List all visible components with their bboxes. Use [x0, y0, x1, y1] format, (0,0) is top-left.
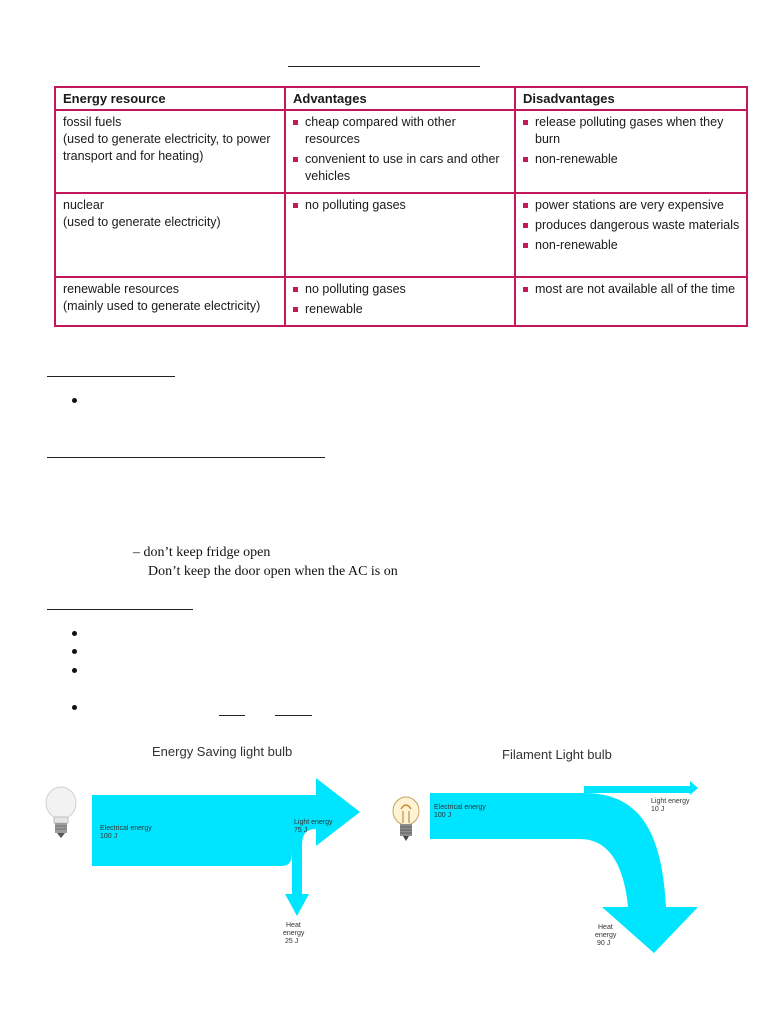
bullet-point: [72, 705, 77, 710]
advantage-item: no polluting gases: [293, 281, 508, 298]
filament-bulb-icon: [393, 797, 419, 841]
disadvantage-item: release polluting gases when they burn: [523, 114, 740, 148]
resource-description: (used to generate electricity): [63, 215, 221, 229]
bullet-point: [72, 398, 77, 403]
bullet-point: [72, 668, 77, 673]
advantage-item: no polluting gases: [293, 197, 508, 214]
header-energy-resource: Energy resource: [55, 87, 285, 110]
disadvantages-cell: [515, 110, 747, 193]
advantages-cell: [285, 193, 515, 277]
saving-bulb-title: Energy Saving light bulb: [152, 744, 293, 759]
bullet-point: [72, 631, 77, 636]
saving-light-label: Light energy: [294, 819, 333, 826]
energy-resources-table: [54, 86, 748, 327]
filament-input-value: 100 J: [434, 812, 452, 819]
fill-blank-line: [275, 715, 312, 716]
filament-light-value: 10 J: [651, 806, 665, 813]
note-line: – don’t keep fridge open: [133, 545, 271, 560]
resource-description: (mainly used to generate electricity): [63, 299, 261, 313]
filament-heat-label: energy: [595, 932, 617, 939]
table-row: [55, 110, 747, 193]
header-advantages: Advantages: [285, 87, 515, 110]
heading-blank-line: [288, 66, 480, 67]
resource-name: renewable resources: [63, 282, 180, 296]
disadvantage-item: non-renewable: [523, 151, 740, 168]
saving-heat-arrow-head: [285, 894, 309, 916]
led-bulb-icon: [46, 787, 76, 838]
disadvantages-cell: [515, 277, 747, 326]
resource-name: nuclear: [63, 198, 104, 212]
header-disadvantages: Disadvantages: [515, 87, 747, 110]
filament-heat-value: 90 J: [597, 940, 611, 947]
note-line: Don’t keep the door open when the AC is on: [148, 564, 398, 579]
table-header-row: [55, 87, 747, 110]
resource-cell: [55, 110, 285, 193]
saving-input-value: 100 J: [100, 833, 118, 840]
disadvantage-item: non-renewable: [523, 237, 740, 254]
disadvantages-cell: [515, 193, 747, 277]
section-heading-line: [47, 457, 325, 458]
section-heading-line: [47, 376, 175, 377]
saving-heat-value: 25 J: [285, 938, 299, 945]
resource-description: (used to generate electricity, to power transport and for heating): [63, 132, 271, 163]
filament-light-label: Light energy: [651, 798, 690, 805]
section-heading-line: [47, 609, 193, 610]
filament-heat-label: Heat: [598, 924, 613, 931]
saving-heat-label: Heat: [286, 922, 301, 929]
filament-input-label: Electrical energy: [434, 804, 486, 811]
advantage-item: cheap compared with other resources: [293, 114, 508, 148]
resource-name: fossil fuels: [63, 115, 122, 129]
bullet-point: [72, 649, 77, 654]
saving-input-label: Electrical energy: [100, 825, 152, 832]
advantage-item: renewable: [293, 301, 508, 318]
saving-light-value: 75 J: [294, 827, 308, 834]
disadvantage-item: most are not available all of the time: [523, 281, 740, 298]
saving-heat-label: energy: [283, 930, 305, 937]
disadvantage-item: produces dangerous waste materials: [523, 217, 740, 234]
saving-bulb-sankey: [40, 770, 370, 920]
table-row: [55, 193, 747, 277]
filament-heat-arrow: [430, 793, 698, 953]
fill-blank-line: [219, 715, 245, 716]
advantage-item: convenient to use in cars and other vehicles: [293, 151, 508, 185]
resource-cell: [55, 193, 285, 277]
advantages-cell: [285, 110, 515, 193]
resource-cell: [55, 277, 285, 326]
filament-light-arrow: [584, 781, 698, 795]
filament-bulb-title: Filament Light bulb: [502, 747, 612, 762]
advantages-cell: [285, 277, 515, 326]
disadvantage-item: power stations are very expensive: [523, 197, 740, 214]
table-row: [55, 277, 747, 326]
